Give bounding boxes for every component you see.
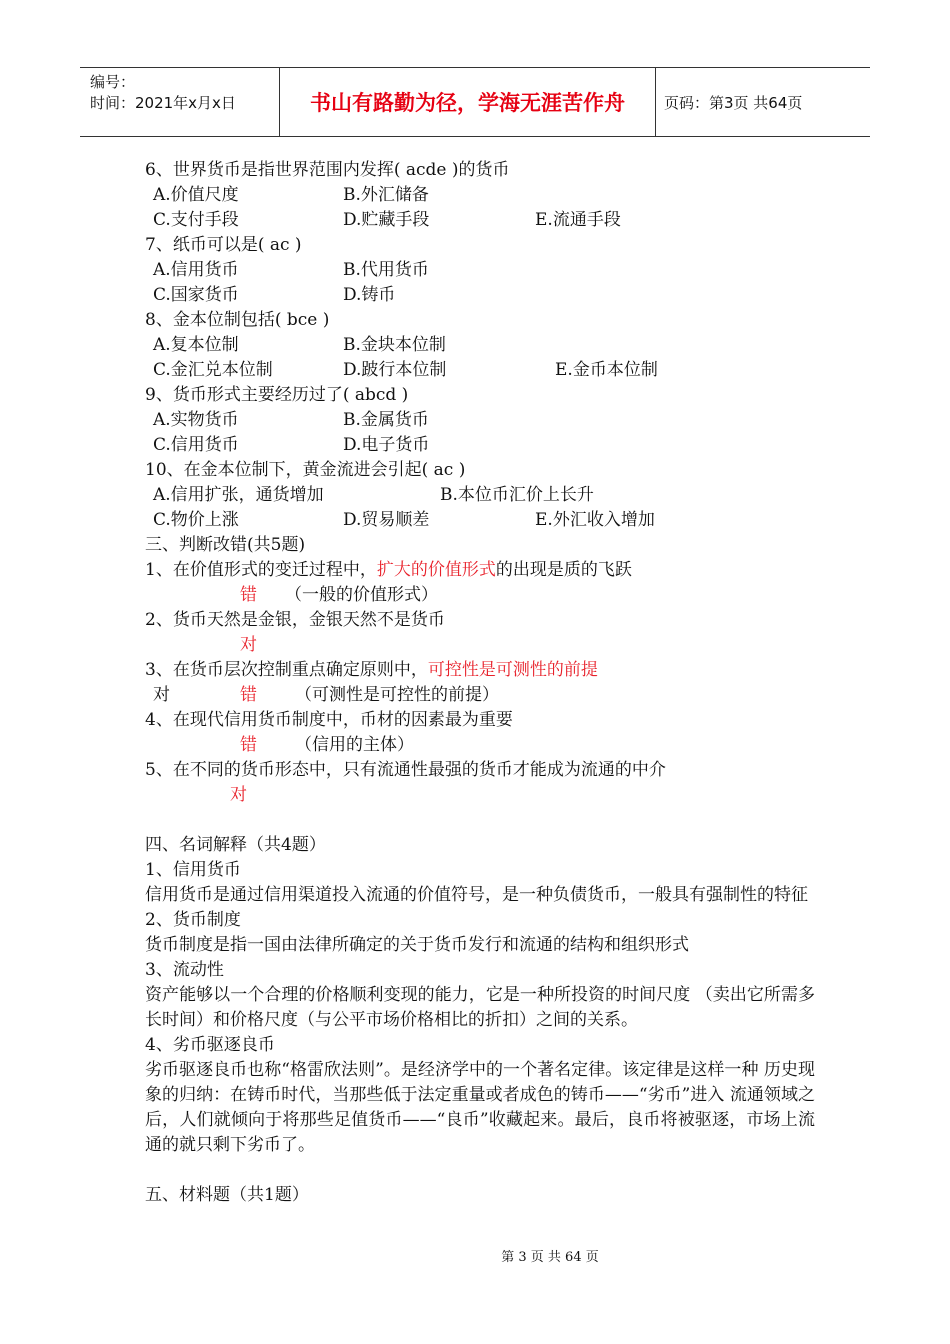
judge-highlight: 可控性是可测性的前提 — [427, 660, 598, 680]
term-title: 4、劣币驱逐良币 — [145, 1035, 275, 1055]
section-title: 三、判断改错(共5题) — [145, 535, 306, 555]
judge-item: 2、货币天然是金银，金银天然不是货币 — [145, 610, 445, 630]
judge-item — [145, 558, 815, 583]
judge-answer-row — [145, 733, 815, 758]
judge-answer-row — [145, 683, 815, 708]
judge-text: 1、在价值形式的变迁过程中， — [145, 560, 377, 580]
term-title: 2、货币制度 — [145, 910, 241, 930]
judge-item: 4、在现代信用货币制度中，币材的因素最为重要 — [145, 710, 513, 730]
header-page-info: 页码：第3页 共64页 — [664, 93, 803, 112]
term-definition: 货币制度是指一国由法律所确定的关于货币发行和流通的结构和组织形式 — [145, 935, 689, 955]
option-b: B.金属货币 — [343, 410, 429, 430]
header-meta — [80, 68, 280, 136]
option-d: D.贸易顺差 — [343, 510, 430, 530]
page-footer: 第 3 页 共 64 页 — [501, 1250, 599, 1265]
option-e: E.金币本位制 — [555, 360, 658, 380]
document-body — [145, 158, 815, 1208]
option-row — [145, 408, 815, 433]
header-motto: 书山有路勤为径，学海无涯苦作舟 — [280, 68, 656, 136]
option-row — [145, 483, 815, 508]
option-d: D.电子货币 — [343, 435, 430, 455]
judge-answer-row — [145, 583, 815, 608]
header-table — [80, 67, 870, 137]
judge-answer: 对 — [230, 785, 247, 805]
option-row — [145, 508, 815, 533]
judge-text: 的出现是质的飞跃 — [495, 560, 632, 580]
option-a: A.复本位制 — [153, 335, 239, 355]
judge-answer: 对 — [240, 635, 257, 655]
option-c: C.信用货币 — [153, 435, 239, 455]
question-stem: 6、世界货币是指世界范围内发挥( acde )的货币 — [145, 160, 510, 180]
option-a: A.信用货币 — [153, 260, 239, 280]
term-definition: 资产能够以一个合理的价格顺利变现的能力，它是一种所投资的时间尺度 （卖出它所需多长时间）和价格尺度（与公平市场价格相比的折扣）之间的关系。 — [145, 985, 815, 1030]
judge-answer: 错 — [240, 685, 257, 705]
time-label: 时间：2021年x月x日 — [90, 94, 236, 112]
option-row — [145, 333, 815, 358]
option-row — [145, 258, 815, 283]
option-b: B.金块本位制 — [343, 335, 446, 355]
blank-line — [145, 1158, 815, 1183]
term-definition: 信用货币是通过信用渠道投入流通的价值符号，是一种负债货币，一般具有强制性的特征 — [145, 885, 808, 905]
judge-highlight: 扩大的价值形式 — [376, 560, 496, 580]
option-d: D.跛行本位制 — [343, 360, 447, 380]
judge-item — [145, 658, 815, 683]
option-row — [145, 183, 815, 208]
judge-note: 对 — [153, 685, 170, 705]
judge-correction: （一般的价值形式） — [285, 585, 438, 605]
number-label: 编号： — [90, 73, 136, 91]
question-stem: 8、金本位制包括( bce ) — [145, 310, 330, 330]
option-c: C.支付手段 — [153, 210, 239, 230]
section-title: 四、名词解释（共4题） — [145, 835, 326, 855]
term-title: 3、流动性 — [145, 960, 224, 980]
option-a: A.信用扩张，通货增加 — [153, 485, 324, 505]
option-c: C.物价上涨 — [153, 510, 239, 530]
judge-item: 5、在不同的货币形态中，只有流通性最强的货币才能成为流通的中介 — [145, 760, 666, 780]
question-stem: 7、纸币可以是( ac ) — [145, 235, 302, 255]
option-b: B.外汇储备 — [343, 185, 429, 205]
blank-line — [145, 808, 815, 833]
judge-answer-row — [145, 633, 815, 658]
term-title: 1、信用货币 — [145, 860, 241, 880]
question-stem: 10、在金本位制下，黄金流进会引起( ac ) — [145, 460, 466, 480]
judge-answer: 错 — [240, 585, 257, 605]
option-d: D.贮藏手段 — [343, 210, 430, 230]
option-a: A.实物货币 — [153, 410, 239, 430]
section-title: 五、材料题（共1题） — [145, 1185, 309, 1205]
judge-answer-row — [145, 783, 815, 808]
option-c: C.金汇兑本位制 — [153, 360, 273, 380]
option-b: B.本位币汇价上长升 — [440, 485, 594, 505]
judge-correction: （信用的主体） — [295, 735, 414, 755]
term-definition: 劣币驱逐良币也称“格雷欣法则”。是经济学中的一个著名定律。该定律是这样一种 历史现象的归纳：在铸币时代，当那些低于法定重量或者成色的铸币——“劣币”进入 流通领域之后，人们就倾向于将那些足值货币——“良币”收藏起来。最后，良币将被驱逐，市场上流通的就只剩下劣币了。 — [145, 1060, 815, 1155]
option-row — [145, 283, 815, 308]
option-a: A.价值尺度 — [153, 185, 239, 205]
option-row — [145, 358, 815, 383]
judge-answer: 错 — [240, 735, 257, 755]
judge-text: 3、在货币层次控制重点确定原则中， — [145, 660, 428, 680]
question-stem: 9、货币形式主要经历过了( abcd ) — [145, 385, 409, 405]
option-row — [145, 433, 815, 458]
option-e: E.流通手段 — [535, 210, 621, 230]
option-e: E.外汇收入增加 — [535, 510, 655, 530]
option-c: C.国家货币 — [153, 285, 239, 305]
judge-correction: （可测性是可控性的前提） — [295, 685, 499, 705]
option-row — [145, 208, 815, 233]
option-b: B.代用货币 — [343, 260, 429, 280]
option-d: D.铸币 — [343, 285, 396, 305]
